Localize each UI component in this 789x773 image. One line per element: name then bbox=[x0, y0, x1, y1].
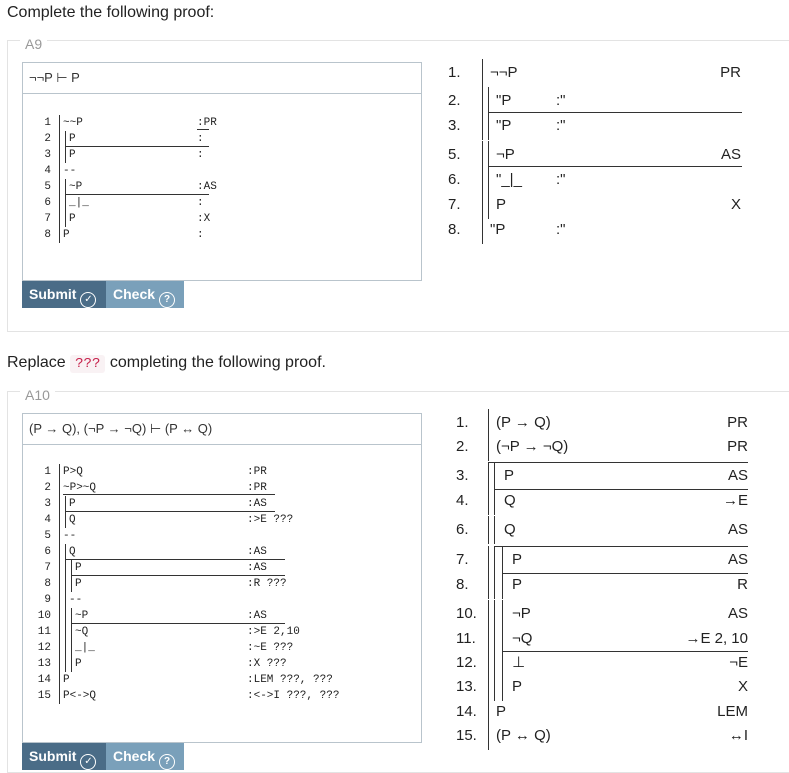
proof-line bbox=[448, 219, 741, 241]
code-line[interactable] bbox=[37, 688, 399, 704]
code-line[interactable] bbox=[44, 163, 399, 179]
code-justification: :AS bbox=[197, 181, 217, 193]
code-line[interactable] bbox=[44, 576, 399, 592]
proof-scope-bar bbox=[494, 673, 495, 701]
code-line-number: 4 bbox=[44, 165, 51, 177]
code-justification: :~E ??? bbox=[247, 642, 294, 654]
code-formula: Q bbox=[69, 514, 76, 526]
code-formula: P bbox=[75, 578, 82, 590]
proof-colon: :" bbox=[556, 171, 566, 188]
a10-submit-label: Submit bbox=[29, 748, 77, 764]
proof-line bbox=[456, 412, 748, 434]
proof-scope-bar bbox=[502, 571, 503, 599]
a10-check-button[interactable] bbox=[106, 743, 184, 770]
proof-line bbox=[456, 652, 748, 674]
code-formula: ~~P bbox=[63, 117, 83, 129]
proof-formula: (¬P → ¬Q) bbox=[496, 438, 569, 455]
proof-scope-bar bbox=[494, 571, 495, 599]
code-underline bbox=[71, 623, 285, 624]
proof-formula: Q bbox=[504, 492, 516, 509]
a9-instruction: Complete the following proof: bbox=[7, 4, 215, 21]
proof-formula: "P bbox=[496, 92, 512, 109]
proof-line bbox=[448, 62, 741, 84]
code-underline bbox=[65, 146, 209, 147]
proof-justification: →E 2, 10 bbox=[685, 630, 748, 647]
code-line[interactable] bbox=[44, 512, 399, 528]
code-formula: -- bbox=[69, 594, 83, 606]
proof-justification: AS bbox=[727, 521, 748, 538]
code-formula: ~P bbox=[75, 610, 89, 622]
proof-line-number: 1. bbox=[448, 64, 461, 81]
code-line-number: 11 bbox=[37, 626, 51, 638]
proof-scope-bar bbox=[482, 112, 483, 140]
code-line[interactable] bbox=[44, 544, 399, 560]
proof-line-number: 10. bbox=[456, 605, 477, 622]
proof-line bbox=[448, 90, 741, 112]
code-line[interactable] bbox=[44, 131, 399, 147]
proof-justification: X bbox=[737, 678, 748, 695]
proof-line-number: 8. bbox=[448, 221, 461, 238]
proof-justification: LEM bbox=[717, 703, 748, 720]
proof-scope-bar bbox=[488, 673, 489, 701]
code-formula: P bbox=[75, 562, 82, 574]
code-underline bbox=[63, 494, 275, 495]
code-underline bbox=[71, 575, 285, 576]
proof-underline bbox=[502, 573, 748, 574]
code-line-number: 6 bbox=[44, 197, 51, 209]
code-line-number: 12 bbox=[37, 642, 51, 654]
proof-underline bbox=[488, 462, 748, 463]
proof-justification: R bbox=[737, 576, 748, 593]
proof-justification: PR bbox=[720, 64, 741, 81]
proof-line-number: 3. bbox=[456, 467, 469, 484]
proof-formula: "_|_ bbox=[496, 171, 522, 188]
code-formula: P bbox=[63, 674, 70, 686]
a10-rendered-proof bbox=[456, 412, 756, 752]
code-line[interactable] bbox=[44, 496, 399, 512]
proof-line-number: 2. bbox=[456, 438, 469, 455]
code-justification: :PR bbox=[197, 117, 217, 129]
code-formula: -- bbox=[63, 530, 77, 542]
code-line-number: 4 bbox=[44, 514, 51, 526]
code-formula: P<->Q bbox=[63, 690, 97, 702]
proof-formula: P bbox=[496, 196, 507, 213]
check-circle-icon: ✓ bbox=[80, 754, 96, 770]
proof-scope-bar bbox=[488, 571, 489, 599]
proof-formula: P bbox=[504, 467, 515, 484]
proof-colon: :" bbox=[556, 117, 566, 134]
proof-formula: Q bbox=[504, 521, 516, 538]
a10-editor-header: (P → Q), (¬P → ¬Q) ⊢ (P ↔ Q) bbox=[23, 414, 421, 445]
code-underline bbox=[197, 129, 209, 130]
proof-formula: ¬¬P bbox=[490, 64, 518, 81]
code-line[interactable] bbox=[44, 115, 399, 131]
proof-line-number: 4. bbox=[456, 492, 469, 509]
proof-line-number: 14. bbox=[456, 703, 477, 720]
code-formula: P bbox=[75, 658, 82, 670]
proof-justification: ¬E bbox=[729, 654, 748, 671]
proof-line bbox=[456, 490, 748, 512]
code-scope-bar bbox=[59, 115, 60, 243]
proof-underline bbox=[502, 651, 748, 652]
proof-formula: ¬Q bbox=[512, 630, 533, 647]
question-circle-icon: ? bbox=[159, 754, 175, 770]
proof-underline bbox=[488, 166, 742, 167]
a10-instruction bbox=[7, 354, 326, 372]
code-formula: P bbox=[63, 229, 70, 241]
proof-line bbox=[448, 194, 741, 216]
proof-line-number: 3. bbox=[448, 117, 461, 134]
code-line[interactable] bbox=[44, 211, 399, 227]
code-justification: :<->I ???, ??? bbox=[247, 690, 340, 702]
proof-scope-bar bbox=[488, 166, 489, 194]
proof-justification: →E bbox=[722, 492, 748, 509]
code-formula: _|_ bbox=[69, 197, 89, 209]
proof-scope-bar bbox=[482, 59, 483, 87]
proof-formula: ⊥ bbox=[512, 654, 526, 671]
code-formula: P bbox=[69, 498, 76, 510]
code-formula: P>Q bbox=[63, 466, 83, 478]
code-justification: :AS bbox=[247, 610, 267, 622]
proof-line-number: 2. bbox=[448, 92, 461, 109]
proof-line bbox=[456, 628, 748, 650]
code-line-number: 7 bbox=[44, 213, 51, 225]
proof-line-number: 11. bbox=[456, 630, 476, 647]
code-line[interactable] bbox=[44, 147, 399, 163]
proof-formula: (P → Q) bbox=[496, 414, 551, 431]
proof-justification: AS bbox=[727, 605, 748, 622]
a9-check-label: Check bbox=[113, 286, 156, 302]
code-justification: :AS bbox=[247, 562, 267, 574]
a9-rendered-proof bbox=[448, 62, 748, 242]
question-circle-icon: ? bbox=[159, 292, 175, 308]
proof-scope-bar bbox=[488, 141, 489, 169]
code-scope-bar bbox=[65, 131, 66, 163]
code-justification: :PR bbox=[247, 482, 267, 494]
proof-line bbox=[456, 549, 748, 571]
proof-scope-bar bbox=[502, 546, 503, 574]
proof-scope-bar bbox=[488, 516, 489, 544]
proof-line-number: 7. bbox=[448, 196, 461, 213]
a9-submit-button[interactable] bbox=[22, 281, 106, 308]
a10-instruction-after: completing the following proof. bbox=[109, 354, 326, 371]
proof-scope-bar bbox=[482, 87, 483, 115]
proof-justification: ↔I bbox=[728, 727, 748, 744]
proof-line bbox=[456, 436, 748, 458]
code-line-number: 8 bbox=[44, 578, 51, 590]
code-line-number: 5 bbox=[44, 181, 51, 193]
proof-formula: P bbox=[512, 678, 523, 695]
proof-line-number: 15. bbox=[456, 727, 477, 744]
proof-scope-bar bbox=[494, 462, 495, 490]
code-justification: : bbox=[197, 197, 204, 209]
code-line-number: 15 bbox=[37, 690, 51, 702]
code-justification: : bbox=[197, 149, 204, 161]
code-line-number: 2 bbox=[44, 482, 51, 494]
code-scope-bar bbox=[71, 560, 72, 592]
proof-justification: PR bbox=[727, 414, 748, 431]
code-formula: Q bbox=[69, 546, 76, 558]
proof-justification: AS bbox=[727, 467, 748, 484]
proof-scope-bar bbox=[488, 112, 489, 140]
code-scope-bar bbox=[65, 496, 66, 528]
proof-formula: P bbox=[512, 576, 523, 593]
proof-scope-bar bbox=[488, 600, 489, 628]
code-line[interactable] bbox=[44, 179, 399, 195]
proof-line bbox=[456, 574, 748, 596]
proof-line-number: 13. bbox=[456, 678, 477, 695]
a9-check-button[interactable] bbox=[106, 281, 184, 308]
code-line-number: 7 bbox=[44, 562, 51, 574]
code-justification: :LEM ???, ??? bbox=[247, 674, 333, 686]
code-justification: :>E 2,10 bbox=[247, 626, 300, 638]
code-line-number: 5 bbox=[44, 530, 51, 542]
proof-formula: "P bbox=[496, 117, 512, 134]
proof-line bbox=[456, 465, 748, 487]
a10-proof-editor[interactable] bbox=[22, 413, 422, 743]
code-justification: :>E ??? bbox=[247, 514, 294, 526]
proof-scope-bar bbox=[494, 546, 495, 574]
code-justification: :X ??? bbox=[247, 658, 287, 670]
code-formula: _|_ bbox=[75, 642, 95, 654]
code-line[interactable] bbox=[44, 560, 399, 576]
a10-check-label: Check bbox=[113, 748, 156, 764]
proof-underline bbox=[494, 546, 748, 547]
code-scope-bar bbox=[65, 179, 66, 227]
proof-scope-bar bbox=[494, 487, 495, 515]
proof-colon: :" bbox=[556, 92, 566, 109]
code-justification: :AS bbox=[247, 546, 267, 558]
proof-line-number: 5. bbox=[448, 146, 461, 163]
check-circle-icon: ✓ bbox=[80, 292, 96, 308]
code-line-number: 6 bbox=[44, 546, 51, 558]
a9-submit-label: Submit bbox=[29, 286, 77, 302]
proof-scope-bar bbox=[488, 462, 489, 490]
proof-scope-bar bbox=[488, 191, 489, 219]
a9-proof-editor[interactable] bbox=[22, 62, 422, 281]
proof-scope-bar bbox=[482, 191, 483, 219]
code-line[interactable] bbox=[44, 464, 399, 480]
proof-scope-bar bbox=[482, 166, 483, 194]
proof-scope-bar bbox=[482, 141, 483, 169]
proof-line bbox=[456, 701, 748, 723]
proof-line bbox=[456, 725, 748, 747]
proof-scope-bar bbox=[482, 216, 483, 244]
proof-justification: AS bbox=[720, 146, 741, 163]
code-formula: ~P>~Q bbox=[63, 482, 97, 494]
code-formula: -- bbox=[63, 165, 77, 177]
code-underline bbox=[65, 511, 275, 512]
code-justification: :AS bbox=[247, 498, 267, 510]
proof-line bbox=[448, 115, 741, 137]
code-line[interactable] bbox=[37, 608, 399, 624]
proof-justification: AS bbox=[727, 551, 748, 568]
proof-line-number: 8. bbox=[456, 576, 469, 593]
code-justification: :R ??? bbox=[247, 578, 287, 590]
proof-scope-bar bbox=[488, 546, 489, 574]
proof-line-number: 6. bbox=[448, 171, 461, 188]
proof-line bbox=[448, 144, 741, 166]
proof-line bbox=[456, 519, 748, 541]
proof-line bbox=[448, 169, 741, 191]
proof-scope-bar bbox=[502, 673, 503, 701]
code-formula: P bbox=[69, 213, 76, 225]
proof-formula: ¬P bbox=[512, 605, 531, 622]
code-line-number: 2 bbox=[44, 133, 51, 145]
code-line-number: 3 bbox=[44, 149, 51, 161]
proof-scope-bar bbox=[488, 487, 489, 515]
code-line[interactable] bbox=[44, 227, 399, 243]
code-line-number: 1 bbox=[44, 117, 51, 129]
code-line[interactable] bbox=[37, 656, 399, 672]
proof-line-number: 12. bbox=[456, 654, 477, 671]
code-justification: : bbox=[197, 133, 204, 145]
code-scope-bar bbox=[71, 608, 72, 672]
proof-colon: :" bbox=[556, 221, 566, 238]
proof-line bbox=[456, 603, 748, 625]
proof-formula: P bbox=[512, 551, 523, 568]
proof-formula: P bbox=[496, 703, 507, 720]
proof-scope-bar bbox=[488, 433, 489, 461]
proof-formula: (P ↔ Q) bbox=[496, 727, 551, 744]
code-line-number: 1 bbox=[44, 466, 51, 478]
proof-scope-bar bbox=[494, 600, 495, 628]
proof-formula: "P bbox=[490, 221, 506, 238]
code-scope-bar bbox=[59, 464, 60, 704]
code-justification: :X bbox=[197, 213, 211, 225]
proof-justification: X bbox=[730, 196, 741, 213]
proof-justification: PR bbox=[727, 438, 748, 455]
code-scope-bar bbox=[65, 544, 66, 672]
proof-scope-bar bbox=[502, 600, 503, 628]
code-formula: P bbox=[69, 133, 76, 145]
code-line[interactable] bbox=[37, 640, 399, 656]
a9-editor-header: ¬¬P ⊢ P bbox=[23, 63, 421, 94]
code-line-number: 3 bbox=[44, 498, 51, 510]
a10-submit-button[interactable] bbox=[22, 743, 106, 770]
code-justification: :PR bbox=[247, 466, 267, 478]
code-formula: ~P bbox=[69, 181, 83, 193]
proof-scope-bar bbox=[488, 87, 489, 115]
proof-line bbox=[456, 676, 748, 698]
code-line[interactable] bbox=[44, 592, 399, 608]
code-line-number: 13 bbox=[37, 658, 51, 670]
code-line[interactable] bbox=[37, 672, 399, 688]
code-line-number: 8 bbox=[44, 229, 51, 241]
proof-line-number: 7. bbox=[456, 551, 469, 568]
a10-section-label: A10 bbox=[20, 387, 55, 403]
code-line[interactable] bbox=[44, 195, 399, 211]
proof-underline bbox=[494, 489, 748, 490]
proof-underline bbox=[488, 112, 742, 113]
code-justification: : bbox=[197, 229, 204, 241]
code-formula: P bbox=[69, 149, 76, 161]
proof-line-number: 6. bbox=[456, 521, 469, 538]
a10-instruction-before: Replace bbox=[7, 354, 66, 371]
code-line[interactable] bbox=[44, 528, 399, 544]
proof-formula: ¬P bbox=[496, 146, 515, 163]
code-formula: ~Q bbox=[75, 626, 89, 638]
proof-line-number: 1. bbox=[456, 414, 469, 431]
code-line-number: 14 bbox=[37, 674, 51, 686]
code-line-number: 9 bbox=[44, 594, 51, 606]
a9-section-label: A9 bbox=[20, 36, 47, 52]
code-line-number: 10 bbox=[37, 610, 51, 622]
code-underline bbox=[65, 194, 209, 195]
a10-instruction-code: ??? bbox=[70, 355, 105, 373]
code-line[interactable] bbox=[37, 624, 399, 640]
code-underline bbox=[65, 559, 285, 560]
proof-scope-bar bbox=[488, 722, 489, 750]
proof-scope-bar bbox=[494, 516, 495, 544]
